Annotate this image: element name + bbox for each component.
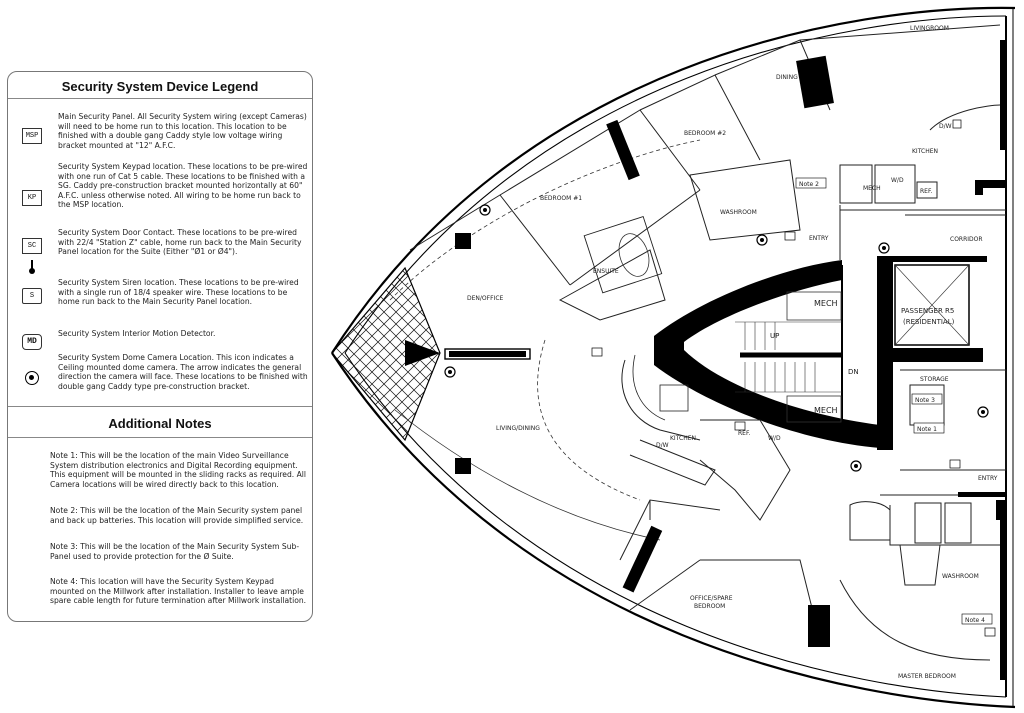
room-label: KITCHEN [912,148,938,155]
room-label: CORRIDOR [950,236,983,243]
note-item: Note 4: This location will have the Security System Keypad mounted on the Millwork after installation. Installer to leave ample spare cable length for future termination after Millwork installation. [50,577,307,606]
fixture-label: REF. [738,430,751,437]
room-label: DN [848,368,859,376]
legend-item-text: Main Security Panel. All Security System wiring (except Cameras) will need to be home run to this location. This location to be finished with a double gang Caddy style low voltage wiring bracket mounted at "12" A.F.C. [58,112,307,150]
room-label: OFFICE/SPARE [690,595,733,602]
legend-title: Security System Device Legend [61,79,259,94]
building-outline [332,8,1015,353]
legend-item-text: Security System Siren location. These locations to be pre-wired with a single run of 18/4 speaker wire. These locations to be home run back to the Main Security Panel location. [58,278,299,307]
room-label: MECH [863,185,881,192]
fixture-label: D/W [939,123,952,130]
fixture-label: W/D [768,435,781,442]
note-callout: Note 3 [915,397,935,404]
room-label: DINING [776,74,798,81]
door-contact-pin-icon [31,260,33,270]
legend-item-text: Security System Keypad location. These locations to be pre-wired with one run of Cat 5 cable. These locations to be finished with a SG. Caddy pre-construction bracket mounted horizontally at 60" A.F.C. unless otherwise noted. All wiring to be home run back to the MSP location. [58,162,308,210]
note-callout: Note 4 [965,617,985,624]
note-item: Note 2: This will be the location of the Main Security system panel and back up batteries. This location will provide simplified service. [50,506,304,525]
note-callout: Note 1 [917,426,937,433]
room-label: LIVINGROOM [910,25,949,32]
siren-icon: S [22,288,42,304]
room-label: DEN/OFFICE [467,295,504,302]
room-label: WASHROOM [720,209,757,216]
room-label: UP [770,332,780,340]
room-label: ENTRY [809,235,829,242]
room-label: ENTRY [978,475,998,482]
building-outline-inner [345,16,1006,353]
room-label: ENSUITE [593,268,619,275]
keypad-icon: KP [22,190,42,206]
room-label: BEDROOM [694,603,726,610]
building-outline [332,353,1015,707]
room-label: MASTER BEDROOM [898,673,956,680]
room-label: MECH [814,406,838,415]
room-label: MECH [814,299,838,308]
fixture-label: REF. [920,188,933,195]
note-item: Note 3: This will be the location of the Main Security System Sub-Panel used to provide protection for the Ø Suite. [50,542,300,561]
room-label: BEDROOM #2 [684,130,727,137]
notes-divider-top [8,406,312,407]
room-label: STORAGE [920,376,949,383]
notes-divider-bottom [8,437,312,438]
notes-title: Additional Notes [108,416,212,431]
legend-item-text: Security System Dome Camera Location. This icon indicates a Ceiling mounted dome camera. The arrow indicates the general direction the camera will face. These locations to be finished with double gang Caddy type pre-construction bracket. [58,353,308,391]
room-label: PASSENGER R5 [901,307,955,315]
room-label: LIVING/DINING [496,425,540,432]
legend-title-divider [8,98,312,99]
security-legend-panel [7,71,313,622]
legend-item-text: Security System Door Contact. These locations to be pre-wired with 22/4 "Station Z" cable, home run back to the Main Security Panel location for the Suite (Either "Ø1 or Ø4"). [58,228,302,257]
note-callout: Note 2 [799,181,819,188]
room-label: KITCHEN [670,435,696,442]
fixture-label: W/D [891,177,904,184]
main-security-panel-icon: MSP [22,128,42,144]
room-label: WASHROOM [942,573,979,580]
dome-camera-icon [25,371,39,385]
plan-note-callouts [796,178,992,624]
motion-detector-icon: MD [22,334,42,350]
door-contact-icon: SC [22,238,42,254]
note-item: Note 1: This will be the location of the main Video Surveillance System distribution electronics and Digital Recording equipment. This equipment will be mounted in the sliding racks as required. All Camera locations will be wired directly back to this location. [50,451,307,489]
fixture-label: D/W [656,442,669,449]
room-label: (RESIDENTIAL) [903,318,955,326]
legend-item-text: Security System Interior Motion Detector. [58,329,216,338]
room-label: BEDROOM #1 [540,195,583,202]
